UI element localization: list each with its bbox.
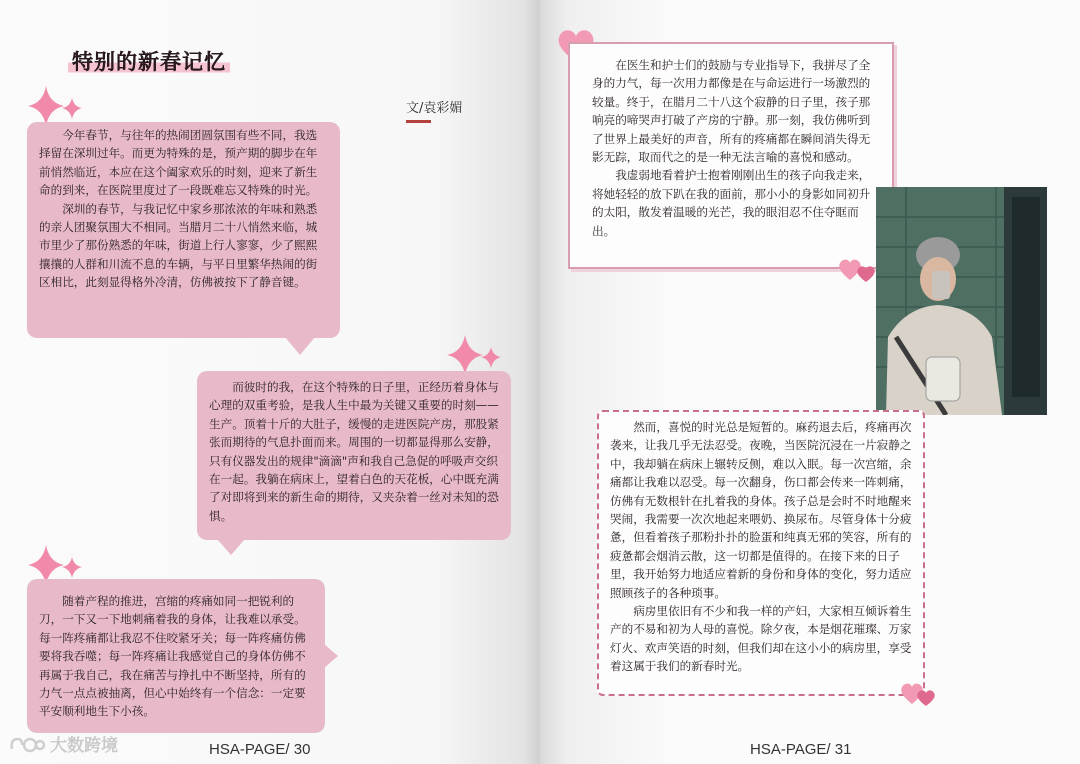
page-number-left: HSA-PAGE/ 30 <box>209 741 311 758</box>
heart-icon <box>838 256 878 284</box>
paragraph: 病房里依旧有不少和我一样的产妇，大家相互倾诉着生产的不易和初为人母的喜悦。除夕夜，本是烟花璀璨、万家灯火、欢声笑语的时刻，但我们却在这小小的病房里，享受着这属于我们的新春时光。 <box>610 604 912 674</box>
speech-bubble-3 <box>27 579 325 733</box>
page-number-right: HSA-PAGE/ 31 <box>750 741 852 758</box>
watermark-logo-icon <box>8 733 46 755</box>
speech-bubble-tail <box>217 539 245 555</box>
heart-icon <box>900 680 938 708</box>
watermark <box>8 731 118 756</box>
text-box-dashed <box>597 410 925 696</box>
article-title: 特别的新春记忆 <box>68 46 230 76</box>
portrait-photo <box>876 187 1047 415</box>
speech-bubble-tail <box>285 337 315 355</box>
paragraph: 在医生和护士们的鼓励与专业指导下，我拼尽了全身的力气，每一次用力都像是在与命运进行一场激烈的较量。终于，在腊月二十八这个寂静的日子里，孩子那响亮的啼哭声打破了产房的宁静。那一刻，我仿佛听到了世界上最美好的声音，所有的疼痛都在瞬间消失得无影无踪，取而代之的是一种无法言喻的喜悦和感动。 <box>592 58 871 165</box>
speech-bubble-tail <box>324 644 338 668</box>
paragraph: 深圳的春节，与我记忆中家乡那浓浓的年味和熟悉的亲人团聚氛围大不相同。当腊月二十八悄然来临，城市里少了那份熟悉的年味，街道上行人寥寥，少了熙熙攘攘的人群和川流不息的车辆，与平日里繁华热闹的街区相比，此刻显得格外冷清，仿佛被按下了静音键。 <box>39 201 318 290</box>
paragraph: 而彼时的我，在这个特殊的日子里，正经历着身体与心理的双重考验，是我人生中最为关键又重要的时刻——生产。顶着十斤的大肚子，缓慢的走进医院产房，那股紧张而期待的气息扑面而来。周围的一切都显得那么安静，只有仪器发出的规律"滴滴"声和我自己急促的呼吸声交织在一起。我躺在病床上，望着白色的天花板，心中既充满了对即将到来的新生命的期待，又夹杂着一丝对未知的恐惧。 <box>209 380 499 523</box>
paragraph: 我虚弱地看着护士抱着刚刚出生的孩子向我走来，将她轻轻的放下趴在我的面前，那小小的身影如同初升的太阳，散发着温暖的光芒，我的眼泪忍不住夺眶而出。 <box>592 168 871 238</box>
paragraph: 随着产程的推进，宫缩的疼痛如同一把锐利的刀，一下又一下地刺痛着我的身体，让我难以承受。每一阵疼痛都让我忍不住咬紧牙关；每一阵疼痛仿佛要将我吞噬；每一阵疼痛让我感觉自己的身体仿佛不再属于我自己，我在痛苦与挣扎中不断坚持，所有的力气一点点被抽离，但心中始终有一个信念：一定要平安顺利地生下小孩。 <box>39 594 306 719</box>
watermark-text: 大数跨境 <box>50 736 118 756</box>
speech-bubble-1 <box>27 122 340 338</box>
author-byline: 文/袁彩媚 <box>406 101 463 116</box>
paragraph: 然而，喜悦的时光总是短暂的。麻药退去后，疼痛再次袭来，让我几乎无法忍受。夜晚，当医院沉浸在一片寂静之中，我却躺在病床上辗转反侧，难以入眠。每一次宫缩，余痛都让我难以忍受。每一次翻身，伤口都会传来一阵刺痛，仿佛有无数根针在扎着我的身体。孩子总是会时不时地醒来哭闹，我需要一次次地起来喂奶、换尿布。尽管身体十分疲惫，但看着孩子那粉扑扑的脸蛋和纯真无邪的笑容，所有的疲惫都会烟消云散，这一切都是值得的。在接下来的日子里，我开始努力地适应着新的身份和身体的变化，努力适应照顾孩子的各种琐事。 <box>610 420 912 600</box>
selfie-image <box>876 187 1047 415</box>
author-underline <box>406 120 431 123</box>
text-box-solid <box>568 42 894 269</box>
speech-bubble-2 <box>197 371 511 540</box>
paragraph: 今年春节，与往年的热闹团圆氛围有些不同，我选择留在深圳过年。而更为特殊的是，预产期的脚步在年前悄然临近，本应在这个阖家欢乐的时刻，迎来了新生命的到来，在医院里度过了一段既难忘又特殊的时光。 <box>39 128 318 198</box>
